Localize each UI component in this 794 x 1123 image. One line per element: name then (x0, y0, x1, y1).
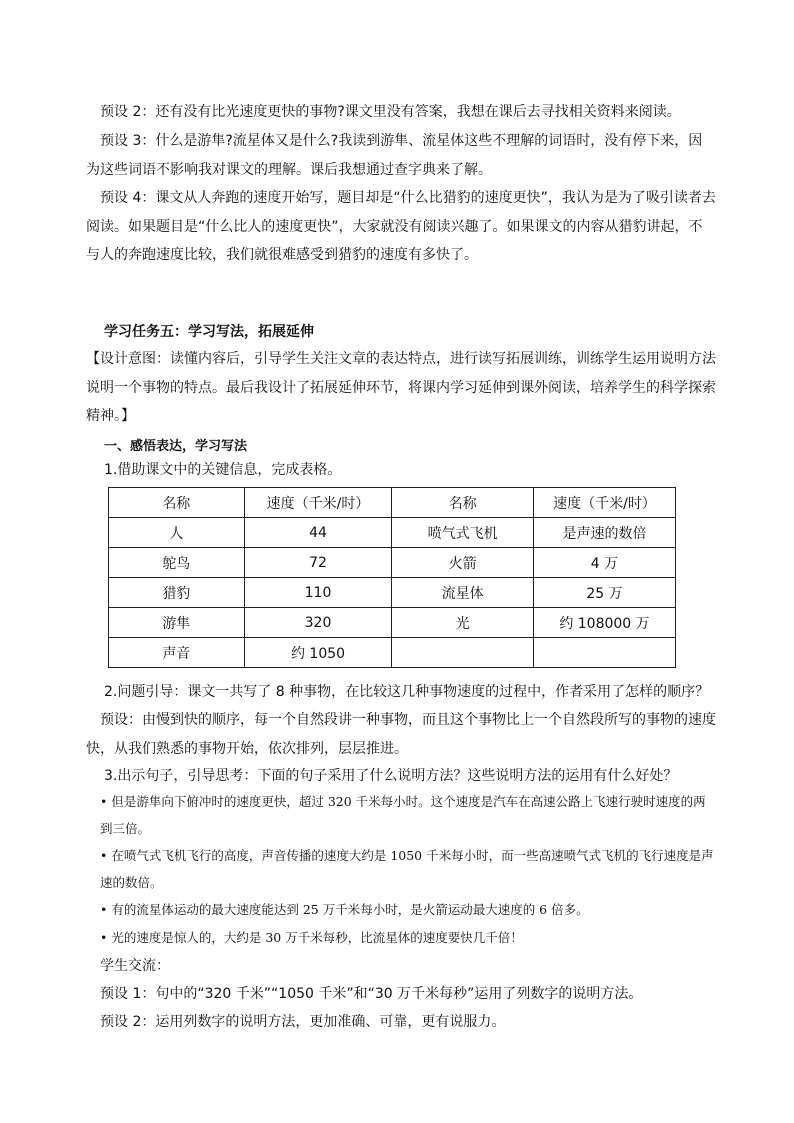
table-cell: 是声速的数倍 (533, 518, 675, 548)
exchange-preset-1: 预设 1：句中的“320 千米”“1050 千米”和“30 万千米每秒”运用了列数字的说明方法。 (100, 986, 643, 1002)
table-header-cell: 速度（千米/时） (244, 488, 392, 518)
table-cell: 喷气式飞机 (392, 518, 534, 548)
exchange-preset-2: 预设 2：运用列数字的说明方法，更加准确、可靠，更有说服力。 (100, 1014, 506, 1030)
preset-4-paragraph: 预设 4：课文从人奔跑的速度开始写，题目却是“什么比猎豹的速度更快”，我认为是为了吸引读者去阅读。如果题目是“什么比人的速度更快”，大家就没有阅读兴趣了。如果课文的内容从猎豹讲起，不与人的奔跑速度比较，我们就很难感受到猎豹的速度有多快了。 (86, 190, 716, 263)
quote-sentence-1: • 但是游隼向下俯冲时的速度更快，超过 320 千米每小时。这个速度是汽车在高速公路上飞速行驶时速度的两到三倍。 (100, 794, 706, 836)
table-header-cell: 名称 (392, 488, 534, 518)
speed-table (108, 487, 676, 668)
table-cell: 320 (244, 608, 392, 638)
student-exchange-label: 学生交流： (100, 958, 170, 974)
table-header-row (109, 488, 676, 518)
question-1: 1.借助课文中的关键信息，完成表格。 (104, 462, 342, 478)
table-header-cell: 速度（千米/时） (533, 488, 675, 518)
table-row (109, 578, 676, 608)
table-row (109, 638, 676, 668)
table-cell: 猎豹 (109, 578, 245, 608)
question-2-answer: 预设：由慢到快的顺序，每一个自然段讲一种事物，而且这个事物比上一个自然段所写的事物的速度快，从我们熟悉的事物开始，依次排列，层层推进。 (86, 712, 716, 757)
table-cell: 火箭 (392, 548, 534, 578)
quote-sentence-4: • 光的速度是惊人的，大约是 30 万千米每秒，比流星体的速度要快几千倍！ (100, 930, 523, 945)
table-cell: 25 万 (533, 578, 675, 608)
quote-sentence-2: • 在喷气式飞机飞行的高度，声音传播的速度大约是 1050 千米每小时，而一些高速喷气式飞机的飞行速度是声速的数倍。 (100, 848, 714, 890)
table-header-cell: 名称 (109, 488, 245, 518)
question-3: 3.出示句子，引导思考：下面的句子采用了什么说明方法？这些说明方法的运用有什么好处？ (104, 768, 678, 784)
table-cell: 光 (392, 608, 534, 638)
table-row (109, 518, 676, 548)
table-cell: 鸵鸟 (109, 548, 245, 578)
question-2: 2.问题引导：课文一共写了 8 种事物，在比较这几种事物速度的过程中，作者采用了怎样的顺序？ (104, 684, 710, 700)
section-one-heading: 一、感悟表达，学习写法 (104, 439, 248, 454)
table-cell: 44 (244, 518, 392, 548)
table-cell: 4 万 (533, 548, 675, 578)
table-cell: 约 108000 万 (533, 608, 675, 638)
table-cell: 流星体 (392, 578, 534, 608)
design-intent-paragraph: 【设计意图：读懂内容后，引导学生关注文章的表达特点，进行读写拓展训练，训练学生运用说明方法说明一个事物的特点。最后我设计了拓展延伸环节，将课内学习延伸到课外阅读，培养学生的科学探索精神。】 (86, 351, 716, 424)
preset-3-paragraph: 预设 3：什么是游隼?流星体又是什么?我读到游隼、流星体这些不理解的词语时，没有停下来，因为这些词语不影响我对课文的理解。课后我想通过查字典来了解。 (86, 133, 703, 178)
table-cell (533, 638, 675, 668)
task-five-heading: 学习任务五：学习写法，拓展延伸 (104, 324, 314, 340)
table-cell: 游隼 (109, 608, 245, 638)
table-cell: 72 (244, 548, 392, 578)
table-row (109, 548, 676, 578)
quote-sentence-3: • 有的流星体运动的最大速度能达到 25 万千米每小时，是火箭运动最大速度的 6 倍多。 (100, 902, 589, 917)
table-cell: 声音 (109, 638, 245, 668)
table-row (109, 608, 676, 638)
table-cell: 人 (109, 518, 245, 548)
table-cell (392, 638, 534, 668)
preset-2-paragraph: 预设 2：还有没有比光速度更快的事物?课文里没有答案，我想在课后去寻找相关资料来阅读。 (100, 104, 681, 120)
table-cell: 约 1050 (244, 638, 392, 668)
table-cell: 110 (244, 578, 392, 608)
